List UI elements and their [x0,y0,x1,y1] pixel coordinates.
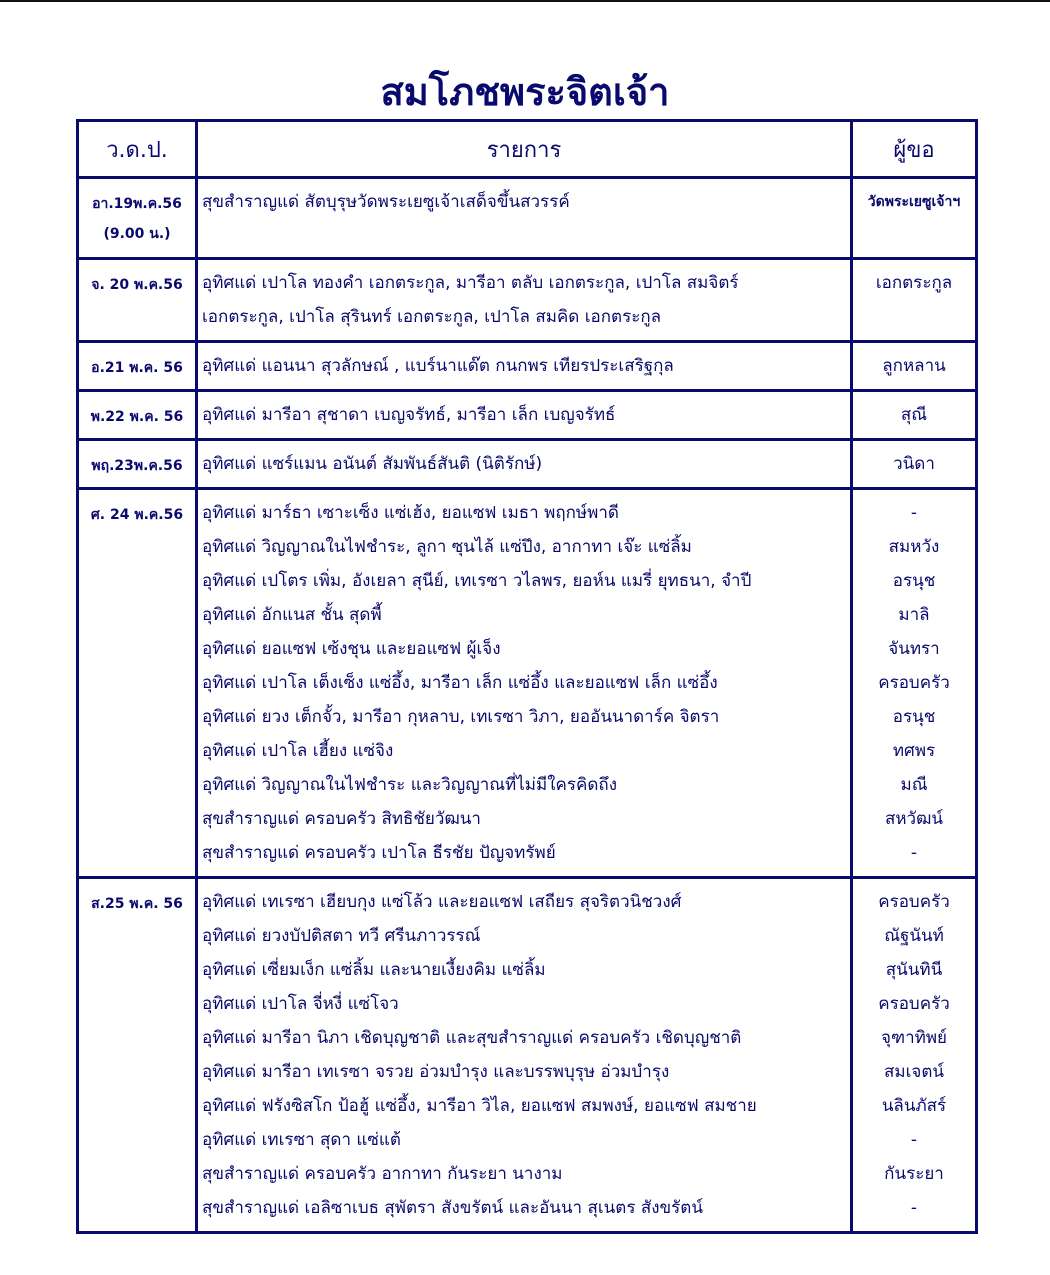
item-line: อุทิศแด่ เปาโล เฮี้ยง แซ่จิง [202,741,394,761]
items-cell [197,342,852,391]
requester-text: วัดพระเยซูเจ้าฯ [867,194,961,210]
requester-text: วนิดา [893,454,935,474]
requester-text: - [910,1198,918,1218]
page-title: สมโภชพระจิตเจ้า [380,69,670,114]
time-text: (9.00 น.) [103,226,171,242]
item-line: อุทิศแด่ ยอแซฟ เซ้งชุน และยอแซฟ ผู้เจ็ง [202,639,501,659]
items-cell [197,178,852,259]
requester-text: กันระยา [884,1164,944,1184]
item-line: อุทิศแด่ วิญญาณในไฟชำระ, ลูกา ซุนไล้ แซ่ปึง, อากาทา เจ๊ะ แซ่ลิ้ม [202,537,692,557]
requester-cell [852,178,977,259]
requester-text: ณัฐนันท์ [884,926,944,946]
table-row [78,489,977,878]
header-row [78,121,977,178]
item-line: อุทิศแด่ เทเรซา สุดา แซ่แต้ [202,1130,401,1150]
table-row [78,178,977,259]
item-line: อุทิศแด่ เซี่ยมเง็ก แซ่ลิ้ม และนายเงี้ยงคิม แซ่ลิ้ม [202,960,546,980]
requester-text: ครอบครัว [878,994,950,1014]
requester-cell [852,259,977,342]
table-row [78,259,977,342]
item-line: อุทิศแด่ เปาโล ทองคำ เอกตระกูล, มารีอา ตลับ เอกตระกูล, เปาโล สมจิตร์ [202,273,739,293]
requester-text: สมหวัง [888,537,940,557]
date-text: อ.21 พ.ค. 56 [91,360,183,376]
table-row [78,440,977,489]
requester-text: - [910,1130,918,1150]
intentions-table [76,119,978,1234]
requester-text: จุฑาทิพย์ [881,1028,947,1048]
date-cell [78,178,197,259]
date-cell [78,259,197,342]
item-line: สุขสำราญแด่ ครอบครัว สิทธิชัยวัฒนา [202,809,481,829]
date-text: ศ. 24 พ.ค.56 [90,507,184,523]
item-line: สุขสำราญแด่ ครอบครัว อากาทา กันระยา นางาม [202,1164,563,1184]
requester-text: ทศพร [892,741,936,761]
requester-text: - [910,843,918,863]
date-text: ส.25 พ.ค. 56 [91,896,183,912]
items-cell [197,259,852,342]
item-line: สุขสำราญแด่ ครอบครัว เปาโล ธีรชัย ปัญจทรัพย์ [202,843,556,863]
requester-text: สมเจตน์ [883,1062,944,1082]
date-text: อา.19พ.ค.56 [92,196,182,212]
item-line: อุทิศแด่ ยวง เต็กจั้ว, มารีอา กุหลาบ, เทเรซา วิภา, ยออันนาดาร์ค จิตรา [202,707,720,727]
items-cell [197,878,852,1233]
date-cell [78,878,197,1233]
item-line: อุทิศแด่ มาร์ธา เซาะเซ็ง แซ่เฮ้ง, ยอแซฟ เมธา พฤกษ์พาดี [202,503,619,523]
items-cell [197,440,852,489]
item-line: อุทิศแด่ มารีอา สุชาดา เบญจรัทธ์, มารีอา เล็ก เบญจรัทธ์ [202,405,616,425]
item-line: อุทิศแด่ วิญญาณในไฟชำระ และวิญญาณที่ไม่มีใครคิดถึง [202,775,618,795]
items-cell [197,489,852,878]
header-date: ว.ด.ป. [78,121,197,178]
item-line: อุทิศแด่ แอนนา สุวลักษณ์ , แบร์นาแด๊ต กนกพร เทียรประเสริฐกุล [202,356,674,376]
item-line: อุทิศแด่ มารีอา นิภา เชิดบุญชาติ และสุขสำราญแด่ ครอบครัว เชิดบุญชาติ [202,1028,742,1048]
requester-cell [852,440,977,489]
item-line: อุทิศแด่ แซร์แมน อนันต์ สัมพันธ์สันติ (นิติรักษ์) [202,454,543,474]
date-text: จ. 20 พ.ค.56 [91,277,183,293]
date-cell [78,440,197,489]
item-line: อุทิศแด่ ฟรังซิสโก ป้อฮู้ แซ่อึ้ง, มารีอา วิไล, ยอแซฟ สมพงษ์, ยอแซฟ สมชาย [202,1096,757,1116]
requester-text: - [910,503,918,523]
top-border-line [0,0,1050,2]
requester-text: อรนุช [892,571,936,591]
table-row [78,342,977,391]
item-line: อุทิศแด่ เปาโล เต็งเซ็ง แซ่อึ้ง, มารีอา เล็ก แซ่อึ้ง และยอแซฟ เล็ก แซ่อึ้ง [202,673,718,693]
date-cell [78,391,197,440]
item-line: อุทิศแด่ เทเรซา เฮียบกุง แซ่โล้ว และยอแซฟ เสถียร สุจริตวนิชวงศ์ [202,892,682,912]
table-row [78,391,977,440]
requester-text: อรนุช [892,707,936,727]
requester-cell [852,391,977,440]
requester-text: เอกตระกูล [875,273,953,293]
date-cell [78,489,197,878]
table-row [78,878,977,1233]
item-line: อุทิศแด่ ยวงบัปติสตา ทวี ศรีนภาวรรณ์ [202,926,481,946]
requester-cell [852,878,977,1233]
requester-text: มาลิ [898,605,930,625]
item-line: เอกตระกูล, เปาโล สุรินทร์ เอกตระกูล, เปาโล สมคิด เอกตระกูล [202,307,662,327]
requester-text: สหวัฒน์ [884,809,944,829]
requester-text: ครอบครัว [878,673,950,693]
date-text: พ.22 พ.ค. 56 [90,409,184,425]
item-line: สุขสำราญแด่ เอลิซาเบธ สุพัตรา สังขรัตน์ และอันนา สุเนตร สังขรัตน์ [202,1198,703,1218]
item-line: อุทิศแด่ อักแนส ชั้น สุดพี้ [202,605,382,625]
requester-cell [852,342,977,391]
requester-text: จันทรา [888,639,940,659]
item-line: อุทิศแด่ เปโตร เพิ่ม, อังเยลา สุนีย์, เทเรซา วไลพร, ยอห์น แมรี่ ยุทธนา, จำปี [202,571,752,591]
requester-text: ครอบครัว [878,892,950,912]
requester-text: ลูกหลาน [882,356,946,376]
date-text: พฤ.23พ.ค.56 [91,458,183,474]
item-line: อุทิศแด่ มารีอา เทเรซา จรวย อ่วมบำรุง และบรรพบุรุษ อ่วมบำรุง [202,1062,670,1082]
item-line: สุขสำราญแด่ สัตบุรุษวัดพระเยซูเจ้าเสด็จขึ้นสวรรค์ [202,192,570,212]
items-cell [197,391,852,440]
header-items: รายการ [197,121,852,178]
header-requester: ผู้ขอ [852,121,977,178]
date-cell [78,342,197,391]
item-line: อุทิศแด่ เปาโล จี่หงี่ แซ่โจว [202,994,399,1014]
requester-text: สุนันทินี [885,960,943,980]
requester-text: นลินภัสร์ [881,1096,947,1116]
requester-text: มณี [900,775,928,795]
requester-text: สุณี [900,405,928,425]
requester-cell [852,489,977,878]
